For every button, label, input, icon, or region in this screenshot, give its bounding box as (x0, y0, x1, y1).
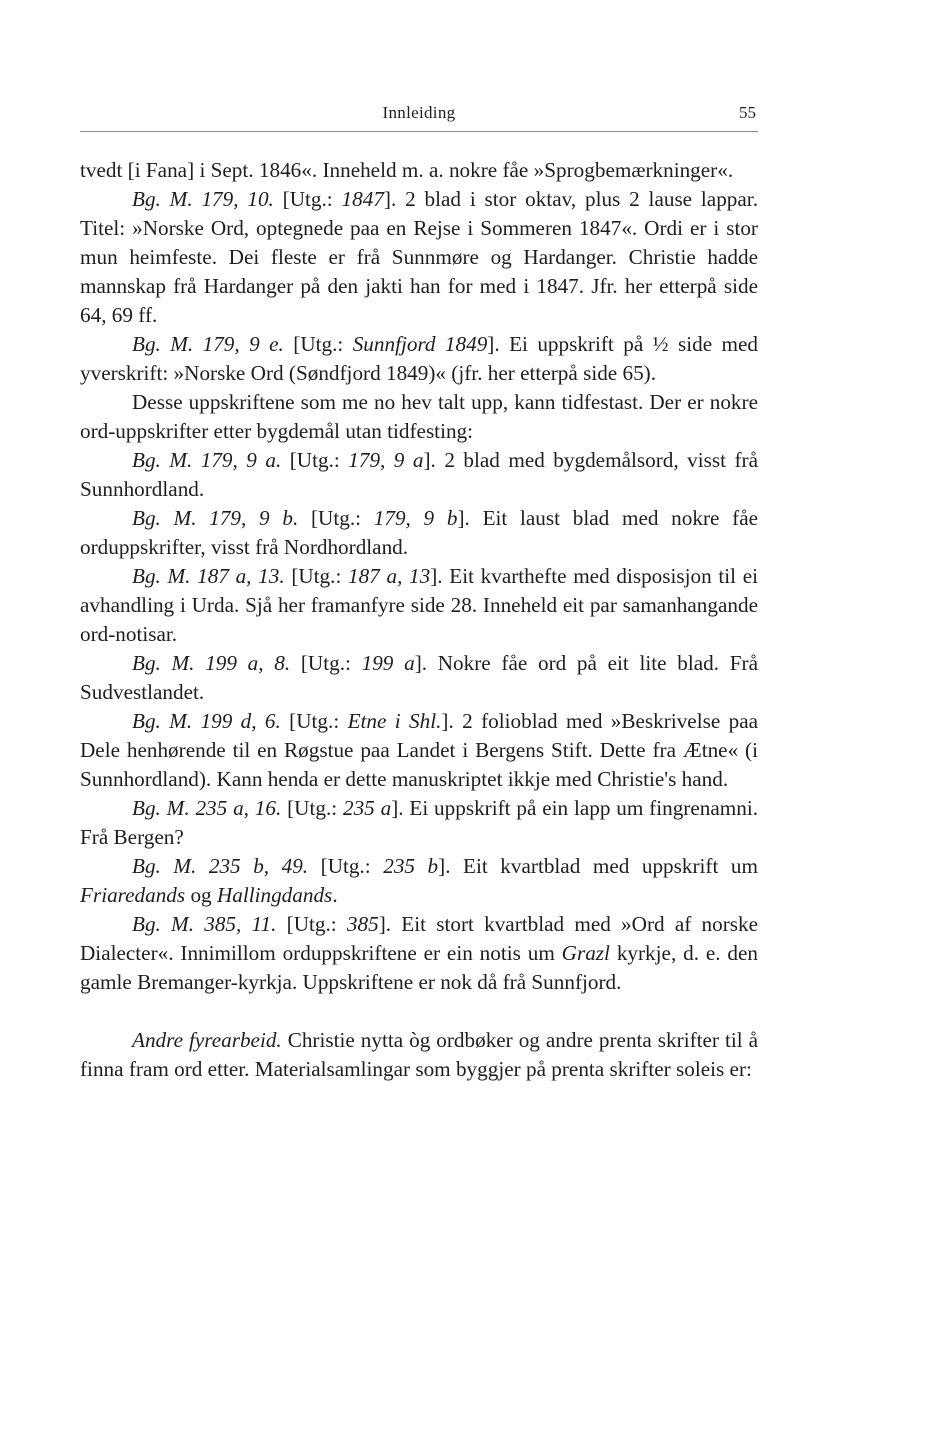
italic-text-run: 1847 (341, 187, 384, 211)
paragraph (80, 910, 758, 997)
paragraph (80, 156, 758, 185)
text-run: ]. Ei uppskrift på ½ side med yverskrift: »Norske Ord (Søndfjord 1849)« (jfr. her etterpå side 65). (80, 332, 758, 385)
text-run: ]. Nokre fåe ord på eit lite blad. Frå Sudvestlandet. (80, 651, 759, 704)
text-run: [Utg.: (290, 651, 362, 675)
italic-text-run: 235 a (342, 796, 392, 820)
text-run: kyrkje, d. e. den gamle Bremanger-kyrkja. Uppskriftene er nok då frå Sunnfjord. (80, 941, 759, 994)
text-run: [Utg.: (284, 564, 349, 588)
italic-text-run: 179, 9 a (348, 448, 424, 472)
italic-text-run: Etne i Shl. (347, 709, 442, 733)
body-text (80, 156, 758, 1084)
text-run: ]. 2 blad i stor oktav, plus 2 lause lappar. Titel: »Norske Ord, optegnede paa en Rejse i Sommeren 1847«. Ordi er i stor mun heimfeste. Dei fleste er frå Sunnmøre og Hardanger. Christie hadde mannskap frå Hardanger på den jakti han for med i 1847. Jfr. her etterpå side 64, 69 ff. (80, 187, 758, 327)
italic-text-run: 385 (346, 912, 379, 936)
text-run: [Utg.: (280, 709, 348, 733)
text-run: ]. Eit laust blad med nokre fåe orduppskrifter, visst frå Nordhordland. (80, 506, 759, 559)
italic-text-run: Sunnfjord 1849 (352, 332, 488, 356)
italic-text-run: Bg. M. 187 a, 13. (132, 564, 285, 588)
italic-text-run: 187 a, 13 (348, 564, 431, 588)
text-run: ]. 2 blad med bygdemålsord, visst frå Sunnhordland. (80, 448, 758, 501)
page-number: 55 (739, 103, 756, 122)
italic-text-run: Bg. M. 235 b, 49. (132, 854, 309, 878)
paragraph (80, 649, 758, 707)
italic-text-run: Bg. M. 385, 11. (132, 912, 277, 936)
paragraph (80, 446, 758, 504)
italic-text-run: Bg. M. 179, 9 a. (132, 448, 282, 472)
text-run: [Utg.: (308, 854, 384, 878)
text-run: ]. Eit kvartblad med uppskrift um (438, 854, 758, 878)
paragraph (80, 1026, 758, 1084)
italic-text-run: Friaredands (80, 883, 186, 907)
italic-text-run: Hallingdands (216, 883, 333, 907)
text-run: [Utg.: (273, 187, 342, 211)
italic-text-run: Bg. M. 179, 9 b. (132, 506, 299, 530)
text-run: ]. Ei uppskrift på ein lapp um fingrenamni. Frå Bergen? (80, 796, 759, 849)
text-run: ]. Eit stort kvartblad med »Ord af norske Dialecter«. Innimillom orduppskriftene er ein notis um (80, 912, 758, 965)
italic-text-run: Bg. M. 235 a, 16. (132, 796, 282, 820)
header-title: Innleiding (382, 103, 456, 122)
paragraph (80, 562, 758, 649)
paragraph (80, 504, 758, 562)
text-run: . (332, 883, 338, 907)
text-run: [Utg.: (281, 448, 349, 472)
text-run: ]. 2 folioblad med »Beskrivelse paa Dele henhørende til en Røgstue paa Landet i Bergens Stift. Dette fra Ætne« (i Sunnhordland). Kann henda er dette manuskriptet ikkje med Christie's hand. (80, 709, 759, 791)
italic-text-run: Bg. M. 199 d, 6. (132, 709, 281, 733)
italic-text-run: Andre fyrearbeid. (132, 1028, 282, 1052)
paragraph (80, 330, 758, 388)
text-run: Desse uppskriftene som me no hev talt upp, kann tidfestast. Der er nokre ord-uppskrifter etter bygdemål utan tidfesting: (80, 390, 758, 443)
italic-text-run: 179, 9 b (373, 506, 458, 530)
italic-text-run: Grazl (561, 941, 610, 965)
italic-text-run: 235 b (383, 854, 439, 878)
italic-text-run: Bg. M. 179, 10. (132, 187, 274, 211)
text-run: tvedt [i Fana] i Sept. 1846«. Inneheld m. a. nokre fåe »Sprogbemærkninger«. (80, 158, 734, 182)
paragraph (80, 185, 758, 330)
text-run: [Utg.: (298, 506, 374, 530)
paragraph (80, 794, 758, 852)
paragraph (80, 707, 758, 794)
paragraph (80, 852, 758, 910)
text-run: [Utg.: (281, 796, 343, 820)
text-run: og (185, 883, 217, 907)
paragraph (80, 388, 758, 446)
italic-text-run: Bg. M. 179, 9 e. (132, 332, 284, 356)
text-run: Christie nytta òg ordbøker og andre prenta skrifter til å finna fram ord etter. Materialsamlingar som byggjer på prenta skrifter soleis er: (80, 1028, 758, 1081)
text-run: ]. Eit kvarthefte med disposisjon til ei avhandling i Urda. Sjå her framanfyre side 28. Inneheld eit par samanhangande ord-notisar. (80, 564, 759, 646)
italic-text-run: 199 a (361, 651, 415, 675)
text-run: [Utg.: (283, 332, 353, 356)
italic-text-run: Bg. M. 199 a, 8. (132, 651, 291, 675)
running-header (80, 101, 758, 132)
text-run: [Utg.: (276, 912, 347, 936)
